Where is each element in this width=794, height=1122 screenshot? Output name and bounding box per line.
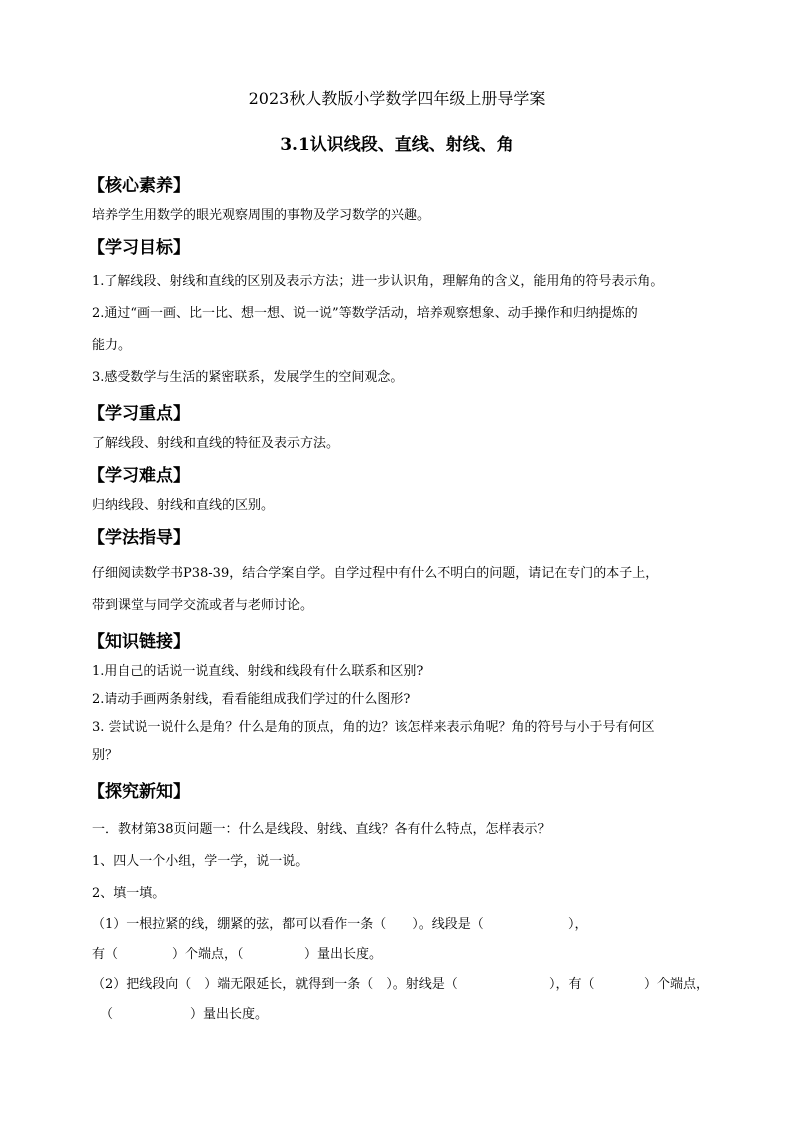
fill-in-2-part-c: ）个端点， [644,977,710,992]
fill-in-1-part-e: ）量出长度。 [304,947,383,962]
core-text: 培养学生用数学的眼光观察周围的事物及学习数学的兴趣。 [92,208,431,223]
fill-in-2-part-d: （ [100,1007,114,1022]
heading-explore: 【探究新知】 [88,782,190,802]
fill-in-1-part-a: （1）一根拉紧的线，绷紧的弦，都可以看作一条（ ）。线段是（ [92,917,484,932]
link-item-3-line-2: 别？ [92,748,119,763]
explore-question-1: 一．教材第38页问题一：什么是线段、射线、直线？各有什么特点，怎样表示？ [92,822,551,837]
fill-in-2-part-e: ）量出长度。 [190,1007,269,1022]
method-line-1: 仔细阅读数学书P38-39，结合学案自学。自学过程中有什么不明白的问题，请记在专门的本子上， [92,566,659,581]
goal-item-1: 1.了解线段、射线和直线的区别及表示方法；进一步认识角，理解角的含义，能用角的符号表示角。 [92,274,664,289]
explore-step-1: 1、四人一个小组，学一学，说一说。 [92,854,309,869]
fill-in-2-part-a: （2）把线段向（ ）端无限延长，就得到一条（ ）。射线是（ [92,977,458,992]
heading-method: 【学法指导】 [88,528,190,548]
heading-links: 【知识链接】 [88,632,190,652]
key-points-text: 了解线段、射线和直线的特征及表示方法。 [92,436,340,451]
fill-in-2-part-b: ），有（ [549,977,595,992]
goal-item-3: 3.感受数学与生活的紧密联系，发展学生的空间观念。 [92,370,404,385]
method-line-2: 带到课堂与同学交流或者与老师讨论。 [92,598,314,613]
link-item-2: 2.请动手画两条射线，看看能组成我们学过的什么图形? [92,692,411,707]
fill-in-1-part-c: 有（ [92,947,119,962]
fill-in-1-part-d: ）个端点，（ [172,947,244,962]
heading-difficulties: 【学习难点】 [88,466,190,486]
document-title: 2023秋人教版小学数学四年级上册导学案 [248,89,546,108]
link-item-1: 1.用自己的话说一说直线、射线和线段有什么联系和区别? [92,664,424,679]
lesson-title: 3.1认识线段、直线、射线、角 [280,135,514,155]
link-item-3-line-1: 3. 尝试说一说什么是角？什么是角的顶点，角的边？该怎样来表示角呢？角的符号与小于号有何区 [92,720,655,735]
explore-step-2: 2、填一填。 [92,886,166,901]
heading-core: 【核心素养】 [88,176,190,196]
goal-item-2-line-2: 能力。 [92,338,132,353]
fill-in-1-part-b: ）， [568,917,588,932]
heading-key-points: 【学习重点】 [88,404,190,424]
heading-goals: 【学习目标】 [88,238,190,258]
difficulties-text: 归纳线段、射线和直线的区别。 [92,498,275,513]
goal-item-2-line-1: 2.通过“画一画、比一比、想一想、说一说”等数学活动，培养观察想象、动手操作和归纳提炼的 [92,306,638,321]
